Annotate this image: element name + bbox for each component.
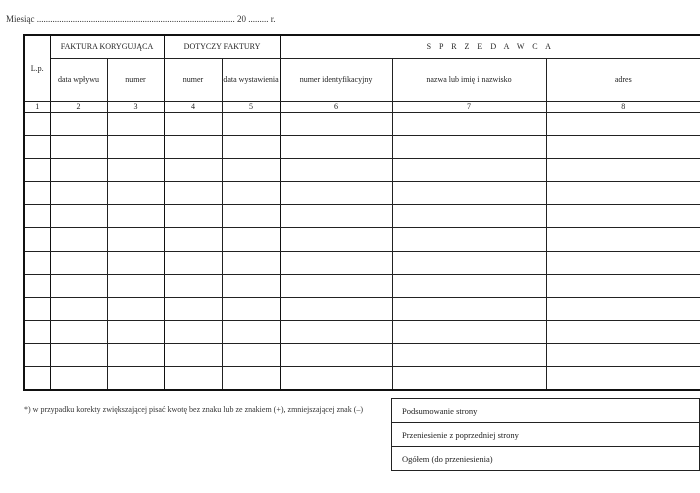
- footnote: *) w przypadku korekty zwiększającej pisać kwotę bez znaku lub ze znakiem (+), zmniejszającej znak (–): [24, 405, 364, 414]
- table-row[interactable]: [24, 113, 700, 136]
- entry-cell[interactable]: [280, 113, 392, 136]
- entry-cell[interactable]: [392, 367, 546, 391]
- entry-cell[interactable]: [24, 136, 50, 159]
- entry-cell[interactable]: [50, 136, 107, 159]
- entry-cell[interactable]: [164, 343, 222, 366]
- entry-cell[interactable]: [24, 297, 50, 320]
- entry-cell[interactable]: [222, 205, 280, 228]
- table-row[interactable]: [24, 367, 700, 391]
- carried-over-label: Przeniesienie z poprzedniej strony: [392, 423, 700, 447]
- table-row[interactable]: [24, 159, 700, 182]
- entry-cell[interactable]: [24, 343, 50, 366]
- column-number-row: [24, 102, 700, 113]
- entry-cell[interactable]: [280, 274, 392, 297]
- entry-cell[interactable]: [50, 228, 107, 251]
- entry-cell[interactable]: [24, 251, 50, 274]
- entry-cell[interactable]: [107, 297, 164, 320]
- column-number: 2: [50, 102, 107, 113]
- summary-table: [391, 398, 700, 471]
- entry-cell[interactable]: [107, 205, 164, 228]
- entry-rows: [24, 113, 700, 391]
- entry-cell[interactable]: [546, 320, 700, 343]
- entry-cell[interactable]: [164, 182, 222, 205]
- entry-cell[interactable]: [107, 159, 164, 182]
- correcting-invoice-header: FAKTURA KORYGUJĄCA: [50, 35, 164, 59]
- entry-cell[interactable]: [24, 367, 50, 391]
- entry-cell[interactable]: [164, 274, 222, 297]
- entry-cell[interactable]: [546, 343, 700, 366]
- seller-header: S P R Z E D A W C A: [280, 35, 700, 59]
- entry-cell[interactable]: [222, 159, 280, 182]
- table-row[interactable]: [24, 274, 700, 297]
- entry-cell[interactable]: [280, 320, 392, 343]
- seller-name-header: nazwa lub imię i nazwisko: [392, 59, 546, 102]
- entry-cell[interactable]: [50, 367, 107, 391]
- entry-cell[interactable]: [392, 113, 546, 136]
- entry-cell[interactable]: [164, 320, 222, 343]
- entry-cell[interactable]: [164, 367, 222, 391]
- entry-cell[interactable]: [546, 205, 700, 228]
- entry-cell[interactable]: [107, 320, 164, 343]
- column-number: 1: [24, 102, 50, 113]
- entry-cell[interactable]: [280, 182, 392, 205]
- entry-cell[interactable]: [280, 343, 392, 366]
- column-number: 6: [280, 102, 392, 113]
- entry-cell[interactable]: [280, 136, 392, 159]
- entry-cell[interactable]: [222, 251, 280, 274]
- entry-cell[interactable]: [50, 113, 107, 136]
- entry-cell[interactable]: [546, 274, 700, 297]
- entry-cell[interactable]: [392, 228, 546, 251]
- entry-cell[interactable]: [280, 297, 392, 320]
- column-number: 3: [107, 102, 164, 113]
- correcting-number-header: numer: [107, 59, 164, 102]
- entry-cell[interactable]: [222, 320, 280, 343]
- entry-cell[interactable]: [392, 159, 546, 182]
- entry-cell[interactable]: [24, 320, 50, 343]
- entry-cell[interactable]: [107, 182, 164, 205]
- entry-cell[interactable]: [222, 113, 280, 136]
- entry-cell[interactable]: [392, 182, 546, 205]
- entry-cell[interactable]: [107, 136, 164, 159]
- entry-cell[interactable]: [24, 205, 50, 228]
- entry-cell[interactable]: [107, 251, 164, 274]
- entry-cell[interactable]: [222, 182, 280, 205]
- entry-cell[interactable]: [222, 136, 280, 159]
- entry-cell[interactable]: [164, 251, 222, 274]
- entry-cell[interactable]: [392, 297, 546, 320]
- entry-cell[interactable]: [546, 251, 700, 274]
- entry-cell[interactable]: [280, 367, 392, 391]
- entry-cell[interactable]: [392, 205, 546, 228]
- entry-cell[interactable]: [546, 136, 700, 159]
- entry-cell[interactable]: [164, 136, 222, 159]
- entry-cell[interactable]: [107, 274, 164, 297]
- column-number: 8: [546, 102, 700, 113]
- invoice-number-header: numer: [164, 59, 222, 102]
- entry-cell[interactable]: [24, 182, 50, 205]
- entry-cell[interactable]: [280, 205, 392, 228]
- address-header: adres: [546, 59, 700, 102]
- column-number: 4: [164, 102, 222, 113]
- entry-cell[interactable]: [280, 228, 392, 251]
- entry-cell[interactable]: [50, 320, 107, 343]
- entry-cell[interactable]: [164, 159, 222, 182]
- table-row[interactable]: [24, 320, 700, 343]
- issue-date-header: data wystawienia: [222, 59, 280, 102]
- entry-cell[interactable]: [50, 205, 107, 228]
- entry-cell[interactable]: [24, 159, 50, 182]
- entry-cell[interactable]: [392, 274, 546, 297]
- entry-cell[interactable]: [50, 297, 107, 320]
- column-number: 5: [222, 102, 280, 113]
- entry-cell[interactable]: [546, 113, 700, 136]
- table-row[interactable]: [24, 182, 700, 205]
- tax-id-header: numer identyfikacyjny: [280, 59, 392, 102]
- entry-cell[interactable]: [392, 251, 546, 274]
- entry-cell[interactable]: [50, 251, 107, 274]
- entry-cell[interactable]: [392, 136, 546, 159]
- entry-cell[interactable]: [107, 367, 164, 391]
- table-row[interactable]: [24, 297, 700, 320]
- entry-cell[interactable]: [280, 251, 392, 274]
- receipt-date-header: data wpływu: [50, 59, 107, 102]
- entry-cell[interactable]: [50, 159, 107, 182]
- entry-cell[interactable]: [546, 297, 700, 320]
- table-row[interactable]: [24, 205, 700, 228]
- entry-cell[interactable]: [280, 159, 392, 182]
- concerning-invoice-header: DOTYCZY FAKTURY: [164, 35, 280, 59]
- entry-cell[interactable]: [24, 228, 50, 251]
- entry-cell[interactable]: [546, 182, 700, 205]
- entry-cell[interactable]: [546, 228, 700, 251]
- lp-header: L.p.: [24, 35, 50, 102]
- entry-cell[interactable]: [164, 228, 222, 251]
- entry-cell[interactable]: [24, 274, 50, 297]
- entry-cell[interactable]: [107, 343, 164, 366]
- column-number: 7: [392, 102, 546, 113]
- entry-cell[interactable]: [222, 228, 280, 251]
- entry-cell[interactable]: [50, 343, 107, 366]
- entry-cell[interactable]: [392, 343, 546, 366]
- entry-cell[interactable]: [546, 159, 700, 182]
- entry-cell[interactable]: [107, 113, 164, 136]
- entry-cell[interactable]: [222, 343, 280, 366]
- entry-cell[interactable]: [50, 274, 107, 297]
- table-row[interactable]: [24, 136, 700, 159]
- entry-cell[interactable]: [222, 367, 280, 391]
- grand-total-label: Ogółem (do przeniesienia): [392, 447, 700, 471]
- entry-cell[interactable]: [164, 113, 222, 136]
- entry-cell[interactable]: [222, 274, 280, 297]
- table-row[interactable]: [24, 228, 700, 251]
- table-row[interactable]: [24, 251, 700, 274]
- entry-cell[interactable]: [164, 205, 222, 228]
- table-row[interactable]: [24, 343, 700, 366]
- entry-cell[interactable]: [222, 297, 280, 320]
- month-year-line: Miesiąc ........................................................................................ 20 ......... r.: [6, 14, 276, 24]
- entry-cell[interactable]: [24, 113, 50, 136]
- entry-cell[interactable]: [164, 297, 222, 320]
- entry-cell[interactable]: [50, 182, 107, 205]
- page-total-label: Podsumowanie strony: [392, 399, 700, 423]
- invoice-register-table: [23, 34, 700, 391]
- entry-cell[interactable]: [546, 367, 700, 391]
- entry-cell[interactable]: [392, 320, 546, 343]
- entry-cell[interactable]: [107, 228, 164, 251]
